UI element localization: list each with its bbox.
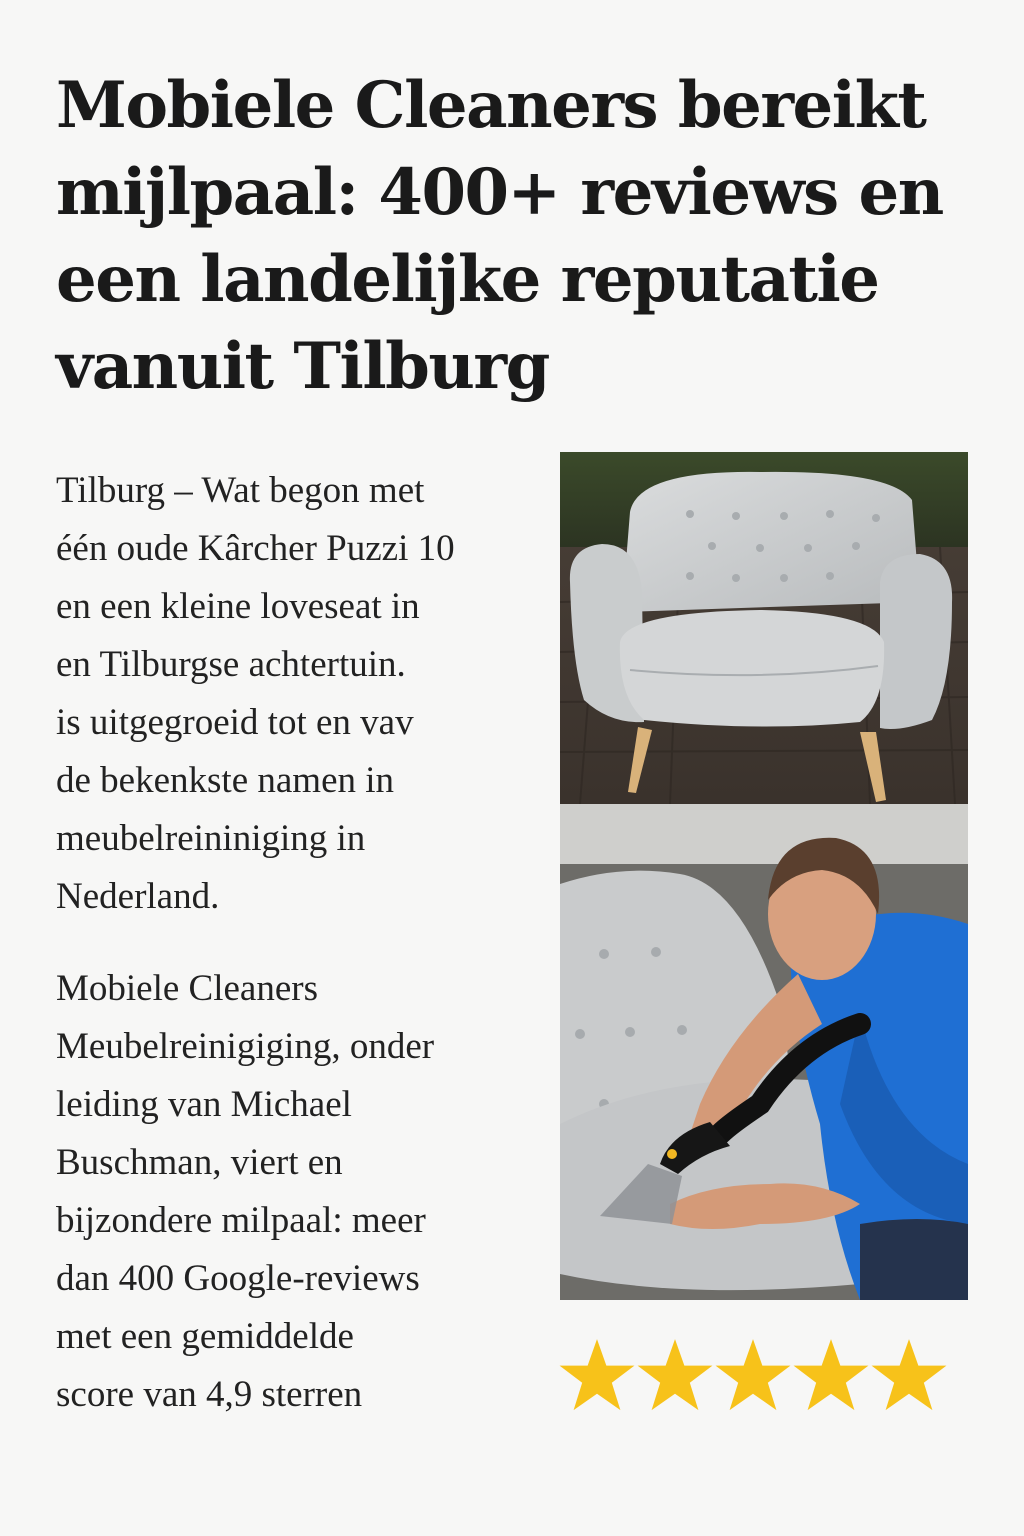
article-body: [56, 462, 526, 1424]
star-icon: [636, 1336, 714, 1414]
paragraph-milestone: Mobiele Cleaners Meubelreinigiging, onder leiding van Michael Buschman, viert en bijzondere milpaal: meer dan 400 Google-reviews met een gemiddelde score van 4,9 sterren: [56, 968, 435, 1415]
star-icon: [870, 1336, 948, 1414]
rating-stars: [558, 1336, 948, 1414]
star-icon: [558, 1336, 636, 1414]
armchair-photo: [560, 452, 968, 804]
photo-column: [560, 452, 968, 1300]
cleaner-at-work-photo: [560, 804, 968, 1300]
paragraph-intro: Tilburg – Wat begon met één oude Kârcher Puzzi 10 en een kleine loveseat in en Tilburgse achtertuin. is uitgegroeid tot en vav de bekenkste namen in meubelreininiging in Nederland.: [56, 470, 455, 917]
star-icon: [792, 1336, 870, 1414]
headline: Mobiele Cleaners bereikt mijlpaal: 400+ reviews en een landelijke reputatie vanuit Tilburg: [56, 68, 943, 404]
star-icon: [714, 1336, 792, 1414]
